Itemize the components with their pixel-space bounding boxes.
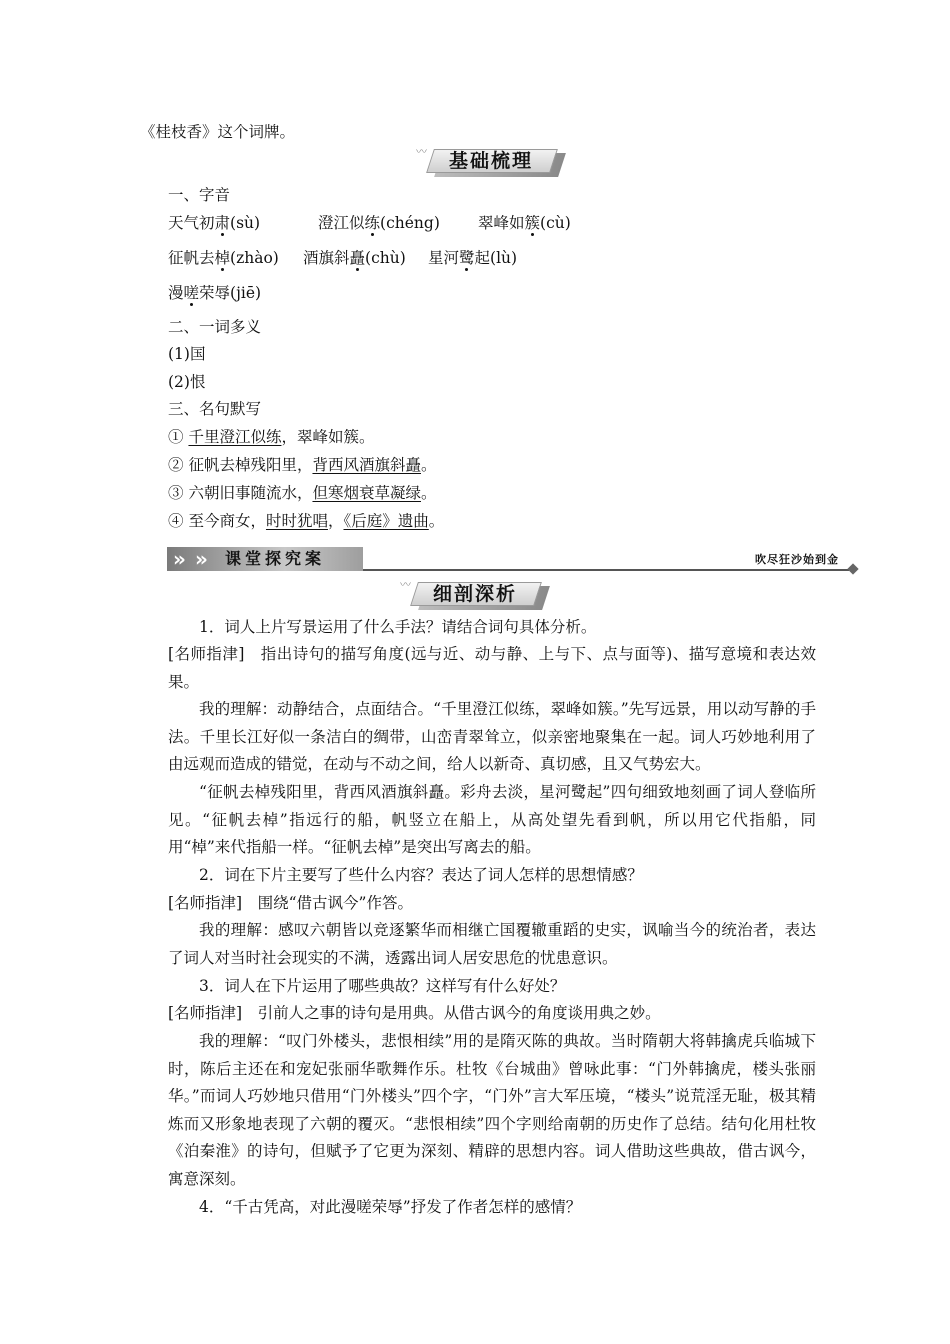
- pron-item: 漫嗟荣辱(jiē): [168, 284, 262, 302]
- pron-item: 酒旗斜矗(chù): [303, 249, 406, 267]
- polysemy-item: (1)国: [168, 345, 206, 363]
- question-1: 1．词人上片写景运用了什么手法？请结合词句具体分析。: [199, 618, 597, 636]
- tip-1: [名师指津] 指出诗句的描写角度(远与近、动与静、上与下、点与面等)、描写意境和表达效果。: [168, 645, 816, 691]
- section3-title: 三、名句默写: [168, 400, 262, 418]
- question-2: 2．词在下片主要写了些什么内容？表达了词人怎样的思想情感？: [199, 866, 643, 884]
- answer-2: 我的理解：感叹六朝皆以竞逐繁华而相继亡国覆辙重蹈的史实，讽喻当今的统治者，表达了词人对当时社会现实的不满，透露出词人居安思危的忧患意识。: [168, 921, 816, 967]
- answer-1-cont: “征帆去棹残阳里，背西风酒旗斜矗。彩舟去淡，星河鹭起”四句细致地刻画了词人登临所见。“征帆去棹”指远行的船，帆竖立在船上，从高处望先看到帆，所以用它代指船，同用“棹”来代指船一样。“征帆去棹”是突出写离去的船。: [168, 783, 816, 857]
- pron-item: 天气初肃(sù): [168, 214, 261, 232]
- pron-item: 征帆去棹(zhào): [168, 249, 279, 267]
- pron-item: 翠峰如簇(cù): [478, 214, 571, 232]
- heading-basics: [416, 145, 562, 177]
- quote-line: ④ 至今商女，时时犹唱，《后庭》遗曲。: [168, 512, 445, 530]
- question-3: 3．词人在下片运用了哪些典故？这样写有什么好处？: [199, 977, 566, 995]
- section-bar: [167, 545, 857, 573]
- section1-title: 一、字音: [168, 186, 231, 204]
- heading-analysis: [400, 578, 546, 610]
- heading-analysis-text: 细剖深析: [432, 583, 517, 605]
- chevron-right-icon: »: [173, 547, 186, 571]
- tip-3: [名师指津] 引前人之事的诗句是用典。从借古讽今的角度谈用典之妙。: [168, 1004, 661, 1022]
- section2-title: 二、一词多义: [168, 318, 262, 336]
- quote-line: ② 征帆去棹残阳里，背西风酒旗斜矗。: [168, 456, 437, 474]
- section-bar-slogan: 吹尽狂沙始到金: [755, 553, 839, 566]
- question-4: 4．“千古凭高，对此漫嗟荣辱”抒发了作者怎样的感情？: [199, 1198, 582, 1216]
- answer-3: 我的理解：“叹门外楼头，悲恨相续”用的是隋灭陈的典故。当时隋朝大将韩擒虎兵临城下时，陈后主还在和宠妃张丽华歌舞作乐。杜牧《台城曲》曾咏此事：“门外韩擒虎，楼头张丽华。”而词人巧妙地只借用“门外楼头”四个字，“门外”言大军压境，“楼头”说荒淫无耻，极其精炼而又形象地表现了六朝的覆灭。“悲恨相续”四个字则给南朝的历史作了总结。结句化用杜牧《泊秦淮》的诗句，但赋予了它更为深刻、精辟的思想内容。词人借助这些典故，借古讽今，寓意深刻。: [168, 1032, 816, 1188]
- diamond-icon: [847, 563, 858, 574]
- heading-basics-text: 基础梳理: [448, 150, 533, 172]
- tip-2: [名师指津] 围绕“借古讽今”作答。: [168, 894, 413, 912]
- quote-line: ① 千里澄江似练，翠峰如簇。: [168, 428, 375, 446]
- polysemy-item: (2)恨: [168, 373, 206, 391]
- intro-line: 《桂枝香》这个词牌。: [140, 123, 296, 141]
- answer-1: 我的理解：动静结合，点面结合。“千里澄江似练，翠峰如簇。”先写远景，用以动写静的手法。千里长江好似一条洁白的绸带，山峦青翠耸立，似亲密地聚集在一起。词人巧妙地利用了由远观而造成的错觉，在动与不动之间，给人以新奇、真切感，且又气势宏大。: [168, 700, 816, 774]
- chevron-right-icon: »: [195, 547, 208, 571]
- section-bar-title: 课堂探究案: [225, 549, 326, 568]
- quote-line: ③ 六朝旧事随流水，但寒烟衰草凝绿。: [168, 484, 437, 502]
- squiggle-icon: 〰: [416, 145, 427, 158]
- pron-item: 澄江似练(chéng): [318, 214, 440, 232]
- squiggle-icon: 〰: [400, 578, 411, 591]
- pron-item: 星河鹭起(lù): [428, 249, 518, 267]
